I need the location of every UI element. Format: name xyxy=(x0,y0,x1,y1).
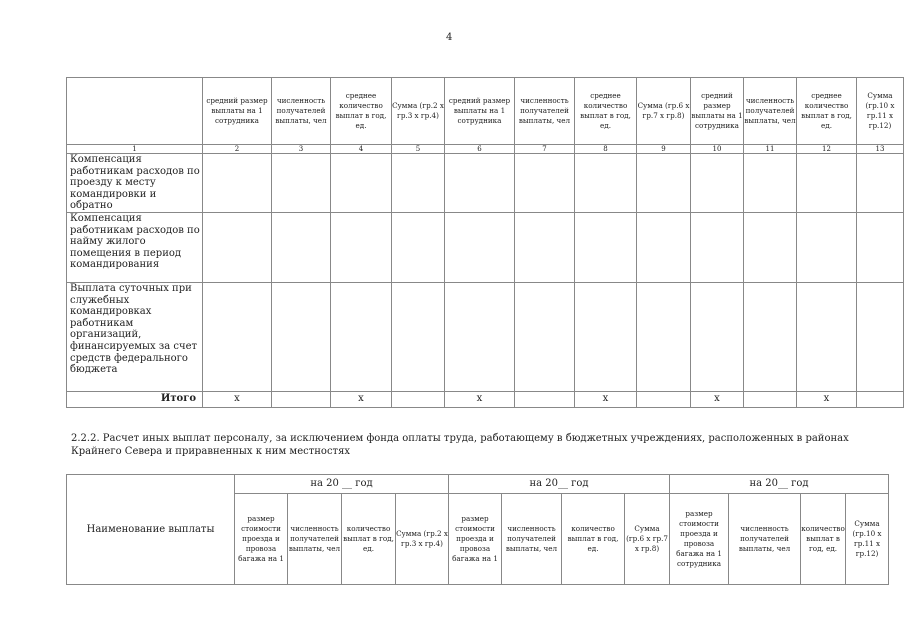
column-number: 10 xyxy=(691,145,744,154)
table-header-row xyxy=(67,78,904,145)
input-cell[interactable] xyxy=(331,154,392,213)
input-cell[interactable] xyxy=(203,154,272,213)
subheader-cell: количество выплат в год, ед. xyxy=(562,494,625,585)
column-number: 13 xyxy=(857,145,904,154)
header-cell: средний размер выплаты на 1 сотрудника xyxy=(691,78,744,145)
input-cell[interactable] xyxy=(637,212,691,282)
total-cell: x xyxy=(575,391,637,407)
header-cell: численность получателей выплаты, чел xyxy=(515,78,575,145)
input-cell[interactable] xyxy=(203,282,272,391)
header-cell xyxy=(67,78,203,145)
header-cell: средний размер выплаты на 1 сотрудника xyxy=(445,78,515,145)
subheader-cell: размер стоимости проезда и провоза багажа на 1 сотрудника xyxy=(670,494,729,585)
total-row xyxy=(67,391,904,407)
total-cell[interactable] xyxy=(272,391,331,407)
column-number: 8 xyxy=(575,145,637,154)
subheader-cell: численность получателей выплаты, чел xyxy=(729,494,801,585)
input-cell[interactable] xyxy=(331,212,392,282)
header-cell: Сумма (гр.2 х гр.3 х гр.4) xyxy=(392,78,445,145)
payment-name-header: Наименование выплаты xyxy=(67,475,235,585)
header-cell: Сумма (гр.10 х гр.11 х гр.12) xyxy=(857,78,904,145)
subheader-cell: Сумма (гр.2 х гр.3 х гр.4) xyxy=(396,494,449,585)
input-cell[interactable] xyxy=(797,212,857,282)
subheader-cell: количество выплат в год, ед. xyxy=(801,494,846,585)
input-cell[interactable] xyxy=(637,154,691,213)
input-cell[interactable] xyxy=(857,282,904,391)
subheader-cell: Сумма (гр.6 х гр.7 х гр.8) xyxy=(625,494,670,585)
total-cell[interactable] xyxy=(857,391,904,407)
column-number: 2 xyxy=(203,145,272,154)
input-cell[interactable] xyxy=(331,282,392,391)
table-row xyxy=(67,282,904,391)
input-cell[interactable] xyxy=(445,212,515,282)
input-cell[interactable] xyxy=(445,154,515,213)
total-cell: x xyxy=(331,391,392,407)
year-header: на 20__ год xyxy=(670,475,889,494)
input-cell[interactable] xyxy=(392,212,445,282)
year-header: на 20__ год xyxy=(449,475,670,494)
input-cell[interactable] xyxy=(744,212,797,282)
subheader-cell: Сумма (гр.10 х гр.11 х гр.12) xyxy=(846,494,889,585)
column-number: 6 xyxy=(445,145,515,154)
header-cell: среднее количество выплат в год, ед. xyxy=(575,78,637,145)
input-cell[interactable] xyxy=(272,154,331,213)
total-cell: x xyxy=(691,391,744,407)
input-cell[interactable] xyxy=(691,282,744,391)
input-cell[interactable] xyxy=(392,282,445,391)
input-cell[interactable] xyxy=(272,282,331,391)
subheader-cell: размер стоимости проезда и провоза багажа на 1 xyxy=(449,494,502,585)
input-cell[interactable] xyxy=(637,282,691,391)
total-label: Итого xyxy=(67,391,203,407)
subheader-cell: размер стоимости проезда и провоза багажа на 1 xyxy=(235,494,288,585)
subheader-cell: численность получателей выплаты, чел xyxy=(502,494,562,585)
input-cell[interactable] xyxy=(857,212,904,282)
header-cell: средний размер выплаты на 1 сотрудника xyxy=(203,78,272,145)
total-cell[interactable] xyxy=(392,391,445,407)
column-number: 4 xyxy=(331,145,392,154)
input-cell[interactable] xyxy=(515,212,575,282)
input-cell[interactable] xyxy=(203,212,272,282)
input-cell[interactable] xyxy=(797,282,857,391)
input-cell[interactable] xyxy=(575,282,637,391)
input-cell[interactable] xyxy=(744,282,797,391)
input-cell[interactable] xyxy=(445,282,515,391)
total-cell: x xyxy=(203,391,272,407)
total-cell[interactable] xyxy=(744,391,797,407)
row-name: Компенсация работникам расходов по проезду к месту командировки и обратно xyxy=(67,154,203,213)
total-cell[interactable] xyxy=(515,391,575,407)
input-cell[interactable] xyxy=(797,154,857,213)
input-cell[interactable] xyxy=(575,154,637,213)
column-number: 1 xyxy=(67,145,203,154)
input-cell[interactable] xyxy=(515,154,575,213)
total-cell[interactable] xyxy=(637,391,691,407)
table-row xyxy=(67,154,904,213)
row-name: Компенсация работникам расходов по найму жилого помещения в период командирования xyxy=(67,212,203,282)
input-cell[interactable] xyxy=(392,154,445,213)
column-number: 3 xyxy=(272,145,331,154)
column-number-row xyxy=(67,145,904,154)
row-name: Выплата суточных при служебных командировках работникам организаций, финансируемых за счет средств федерального бюджета xyxy=(67,282,203,391)
page-number: 4 xyxy=(446,32,453,43)
input-cell[interactable] xyxy=(272,212,331,282)
section-heading: 2.2.2. Расчет иных выплат персоналу, за исключением фонда оплаты труда, работающему в бюджетных учреждениях, расположенных в районах Крайнего Севера и приравненных к ним местностях xyxy=(71,433,849,457)
input-cell[interactable] xyxy=(515,282,575,391)
total-cell: x xyxy=(797,391,857,407)
input-cell[interactable] xyxy=(744,154,797,213)
column-number: 9 xyxy=(637,145,691,154)
subheader-cell: численность получателей выплаты, чел xyxy=(288,494,342,585)
header-cell: численность получателей выплаты, чел xyxy=(272,78,331,145)
header-cell: среднее количество выплат в год, ед. xyxy=(797,78,857,145)
column-number: 11 xyxy=(744,145,797,154)
year-header: на 20 __ год xyxy=(235,475,449,494)
column-number: 7 xyxy=(515,145,575,154)
total-cell: x xyxy=(445,391,515,407)
input-cell[interactable] xyxy=(857,154,904,213)
input-cell[interactable] xyxy=(691,154,744,213)
north-payments-table xyxy=(66,474,889,585)
table-row xyxy=(67,212,904,282)
header-cell: численность получателей выплаты, чел xyxy=(744,78,797,145)
header-cell: среднее количество выплат в год, ед. xyxy=(331,78,392,145)
column-number: 5 xyxy=(392,145,445,154)
header-cell: Сумма (гр.6 х гр.7 х гр.8) xyxy=(637,78,691,145)
input-cell[interactable] xyxy=(691,212,744,282)
input-cell[interactable] xyxy=(575,212,637,282)
year-header-row xyxy=(67,475,889,494)
payments-table xyxy=(66,77,904,408)
subheader-cell: количество выплат в год, ед. xyxy=(342,494,396,585)
column-number: 12 xyxy=(797,145,857,154)
